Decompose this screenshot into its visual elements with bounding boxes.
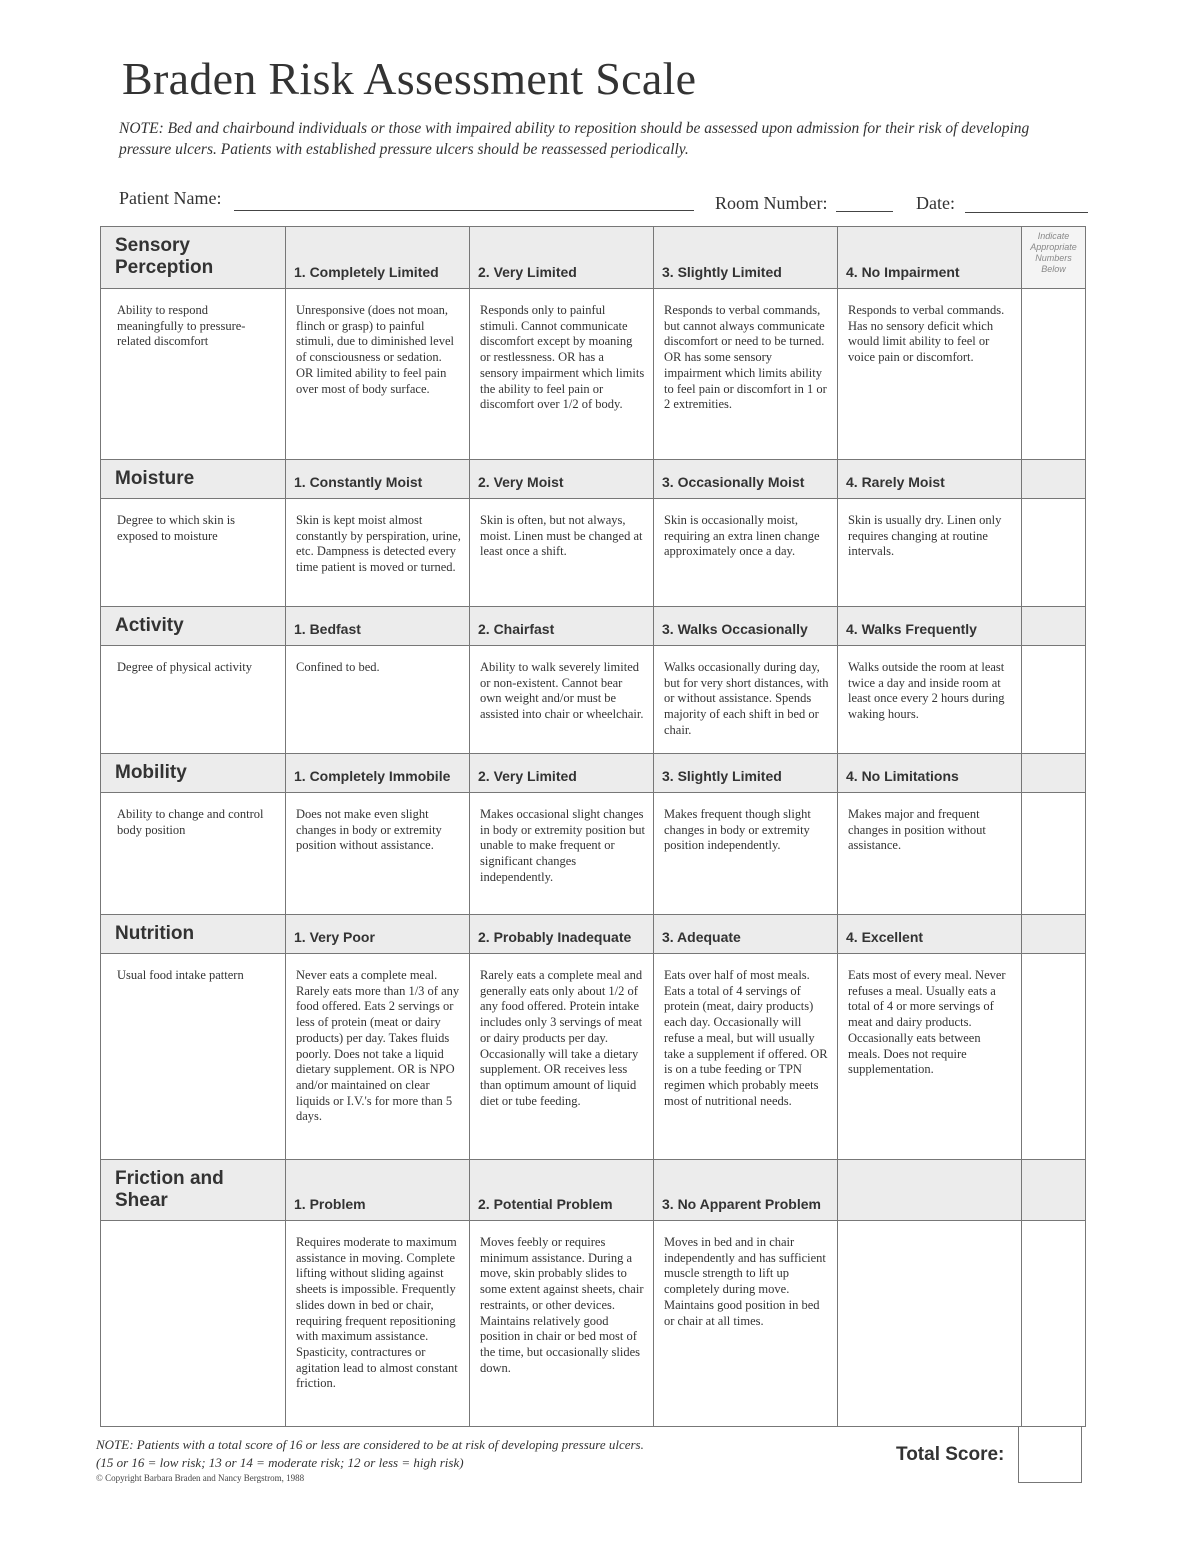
- level-label: 3. Slightly Limited: [654, 754, 838, 793]
- level-label: 4. Walks Frequently: [838, 607, 1022, 646]
- score-header-cell: [1022, 607, 1086, 646]
- level-label: 1. Very Poor: [286, 915, 470, 954]
- score-cell[interactable]: [1022, 954, 1086, 1160]
- category-description-row: [101, 954, 1086, 1160]
- score-cell[interactable]: [1022, 646, 1086, 754]
- level-label: 1. Bedfast: [286, 607, 470, 646]
- level-description: Eats most of every meal. Never refuses a meal. Usually eats a total of 4 or more servings of meat and dairy products. Occasionally eats between meals. Does not require supplementation.: [838, 954, 1022, 1160]
- date-label: Date:: [916, 193, 955, 213]
- category-description: Degree to which skin is exposed to moisture: [101, 499, 286, 607]
- level-label: 1. Problem: [286, 1160, 470, 1221]
- score-header-cell: [1022, 460, 1086, 499]
- score-header-cell: [1022, 915, 1086, 954]
- level-label: 3. Adequate: [654, 915, 838, 954]
- score-cell[interactable]: [1022, 793, 1086, 915]
- category-name: Activity: [101, 607, 286, 646]
- score-cell[interactable]: [1022, 1221, 1086, 1427]
- room-number-field[interactable]: [836, 211, 893, 212]
- level-description: Responds to verbal commands. Has no sensory deficit which would limit ability to feel or voice pain or discomfort.: [838, 289, 1022, 460]
- score-cell[interactable]: [1022, 499, 1086, 607]
- level-label: 3. Occasionally Moist: [654, 460, 838, 499]
- category-header-row: [101, 460, 1086, 499]
- level-description: Responds only to painful stimuli. Cannot communicate discomfort except by moaning or restlessness. OR has a sensory impairment which limits the ability to feel pain or discomfort over 1/2 of body.: [470, 289, 654, 460]
- level-label: 2. Probably Inadequate: [470, 915, 654, 954]
- level-label: 1. Completely Immobile: [286, 754, 470, 793]
- level-label: 2. Chairfast: [470, 607, 654, 646]
- category-description: Degree of physical activity: [101, 646, 286, 754]
- level-label: 3. Slightly Limited: [654, 227, 838, 289]
- level-description: Ability to walk severely limited or non-existent. Cannot bear own weight and/or must be assisted into chair or wheelchair.: [470, 646, 654, 754]
- category-name: Friction and Shear: [101, 1160, 286, 1221]
- note-top: NOTE: Bed and chairbound individuals or those with impaired ability to reposition should be assessed upon admission for their risk of developing pressure ulcers. Patients with established pressure ulcers should be reassessed periodically.: [119, 120, 1030, 158]
- footer-note-line-1: NOTE: Patients with a total score of 16 or less are considered to be at risk of developing pressure ulcers.: [96, 1437, 644, 1452]
- level-description: Walks occasionally during day, but for very short distances, with or without assistance. Spends majority of each shift in bed or chair.: [654, 646, 838, 754]
- level-description: Skin is often, but not always, moist. Linen must be changed at least once a shift.: [470, 499, 654, 607]
- total-score-box[interactable]: [1018, 1426, 1082, 1483]
- level-description: Moves feebly or requires minimum assistance. During a move, skin probably slides to some extent against sheets, chair restraints, or other devices. Maintains relatively good position in chair or bed most of the time, but occasionally slides down.: [470, 1221, 654, 1427]
- category-description: [101, 1221, 286, 1427]
- category-description-row: [101, 793, 1086, 915]
- level-description: Makes occasional slight changes in body or extremity position but unable to make frequent or significant changes independently.: [470, 793, 654, 915]
- footer-note-line-2: (15 or 16 = low risk; 13 or 14 = moderate risk; 12 or less = high risk): [96, 1455, 464, 1470]
- category-name: Sensory Perception: [101, 227, 286, 289]
- level-description: Does not make even slight changes in body or extremity position without assistance.: [286, 793, 470, 915]
- level-label: 2. Very Limited: [470, 227, 654, 289]
- level-label: 4. No Limitations: [838, 754, 1022, 793]
- level-description: Unresponsive (does not moan, flinch or grasp) to painful stimuli, due to diminished level of consciousness or sedation. OR limited ability to feel pain over most of body surface.: [286, 289, 470, 460]
- footer-note: [96, 1436, 856, 1472]
- category-header-row: [101, 1160, 1086, 1221]
- level-description: Skin is kept moist almost constantly by perspiration, urine, etc. Dampness is detected every time patient is moved or turned.: [286, 499, 470, 607]
- level-label: [838, 1160, 1022, 1221]
- category-description-row: [101, 646, 1086, 754]
- level-description: Confined to bed.: [286, 646, 470, 754]
- level-description: Makes major and frequent changes in position without assistance.: [838, 793, 1022, 915]
- level-description: Makes frequent though slight changes in body or extremity position independently.: [654, 793, 838, 915]
- braden-scale-table: [100, 226, 1086, 1427]
- category-header-row: [101, 915, 1086, 954]
- total-score-label: Total Score:: [896, 1444, 1005, 1465]
- category-header-row: [101, 227, 1086, 289]
- category-name: Nutrition: [101, 915, 286, 954]
- level-description: Eats over half of most meals. Eats a total of 4 servings of protein (meat, dairy products) each day. Occasionally will refuse a meal, but will usually take a supplement if offered. OR is on a tube feeding or TPN regimen which probably meets most of nutritional needs.: [654, 954, 838, 1160]
- level-label: 4. No Impairment: [838, 227, 1022, 289]
- room-number-label: Room Number:: [715, 193, 828, 213]
- level-label: 2. Potential Problem: [470, 1160, 654, 1221]
- patient-name-field[interactable]: [234, 210, 694, 211]
- category-description-row: [101, 289, 1086, 460]
- category-description-row: [101, 1221, 1086, 1427]
- category-header-row: [101, 754, 1086, 793]
- category-description: Usual food intake pattern: [101, 954, 286, 1160]
- level-description: Requires moderate to maximum assistance in moving. Complete lifting without sliding against sheets is impossible. Frequently slides down in bed or chair, requiring frequent repositioning with maximum assistance. Spasticity, contractures or agitation lead to almost constant friction.: [286, 1221, 470, 1427]
- category-name: Moisture: [101, 460, 286, 499]
- level-label: 3. Walks Occasionally: [654, 607, 838, 646]
- score-column-header: Indicate Appropriate Numbers Below: [1022, 227, 1086, 289]
- level-description: [838, 1221, 1022, 1427]
- category-description: Ability to respond meaningfully to pressure-related discomfort: [101, 289, 286, 460]
- level-description: Responds to verbal commands, but cannot always communicate discomfort or need to be turned. OR has some sensory impairment which limits ability to feel pain or discomfort in 1 or 2 extremities.: [654, 289, 838, 460]
- level-label: 3. No Apparent Problem: [654, 1160, 838, 1221]
- level-description: Moves in bed and in chair independently and has sufficient muscle strength to lift up completely during move. Maintains good position in bed or chair at all times.: [654, 1221, 838, 1427]
- category-header-row: [101, 607, 1086, 646]
- level-label: 1. Constantly Moist: [286, 460, 470, 499]
- score-cell[interactable]: [1022, 289, 1086, 460]
- level-label: 4. Rarely Moist: [838, 460, 1022, 499]
- page-title: Braden Risk Assessment Scale: [122, 53, 697, 104]
- date-field[interactable]: [965, 212, 1088, 213]
- score-header-cell: [1022, 754, 1086, 793]
- level-description: Rarely eats a complete meal and generally eats only about 1/2 of any food offered. Protein intake includes only 3 servings of meat or dairy products per day. Occasionally will take a dietary supplement. OR receives less than optimum amount of liquid diet or tube feeding.: [470, 954, 654, 1160]
- level-label: 2. Very Moist: [470, 460, 654, 499]
- category-description-row: [101, 499, 1086, 607]
- level-label: 4. Excellent: [838, 915, 1022, 954]
- score-header-cell: [1022, 1160, 1086, 1221]
- level-label: 1. Completely Limited: [286, 227, 470, 289]
- level-label: 2. Very Limited: [470, 754, 654, 793]
- category-name: Mobility: [101, 754, 286, 793]
- level-description: Never eats a complete meal. Rarely eats more than 1/3 of any food offered. Eats 2 servings or less of protein (meat or dairy products) per day. Takes fluids poorly. Does not take a liquid dietary supplement. OR is NPO and/or maintained on clear liquids or I.V.'s for more than 5 days.: [286, 954, 470, 1160]
- copyright: © Copyright Barbara Braden and Nancy Bergstrom, 1988: [96, 1473, 305, 1483]
- level-description: Walks outside the room at least twice a day and inside room at least once every 2 hours during waking hours.: [838, 646, 1022, 754]
- level-description: Skin is occasionally moist, requiring an extra linen change approximately once a day.: [654, 499, 838, 607]
- level-description: Skin is usually dry. Linen only requires changing at routine intervals.: [838, 499, 1022, 607]
- category-description: Ability to change and control body position: [101, 793, 286, 915]
- patient-name-label: Patient Name:: [119, 188, 222, 208]
